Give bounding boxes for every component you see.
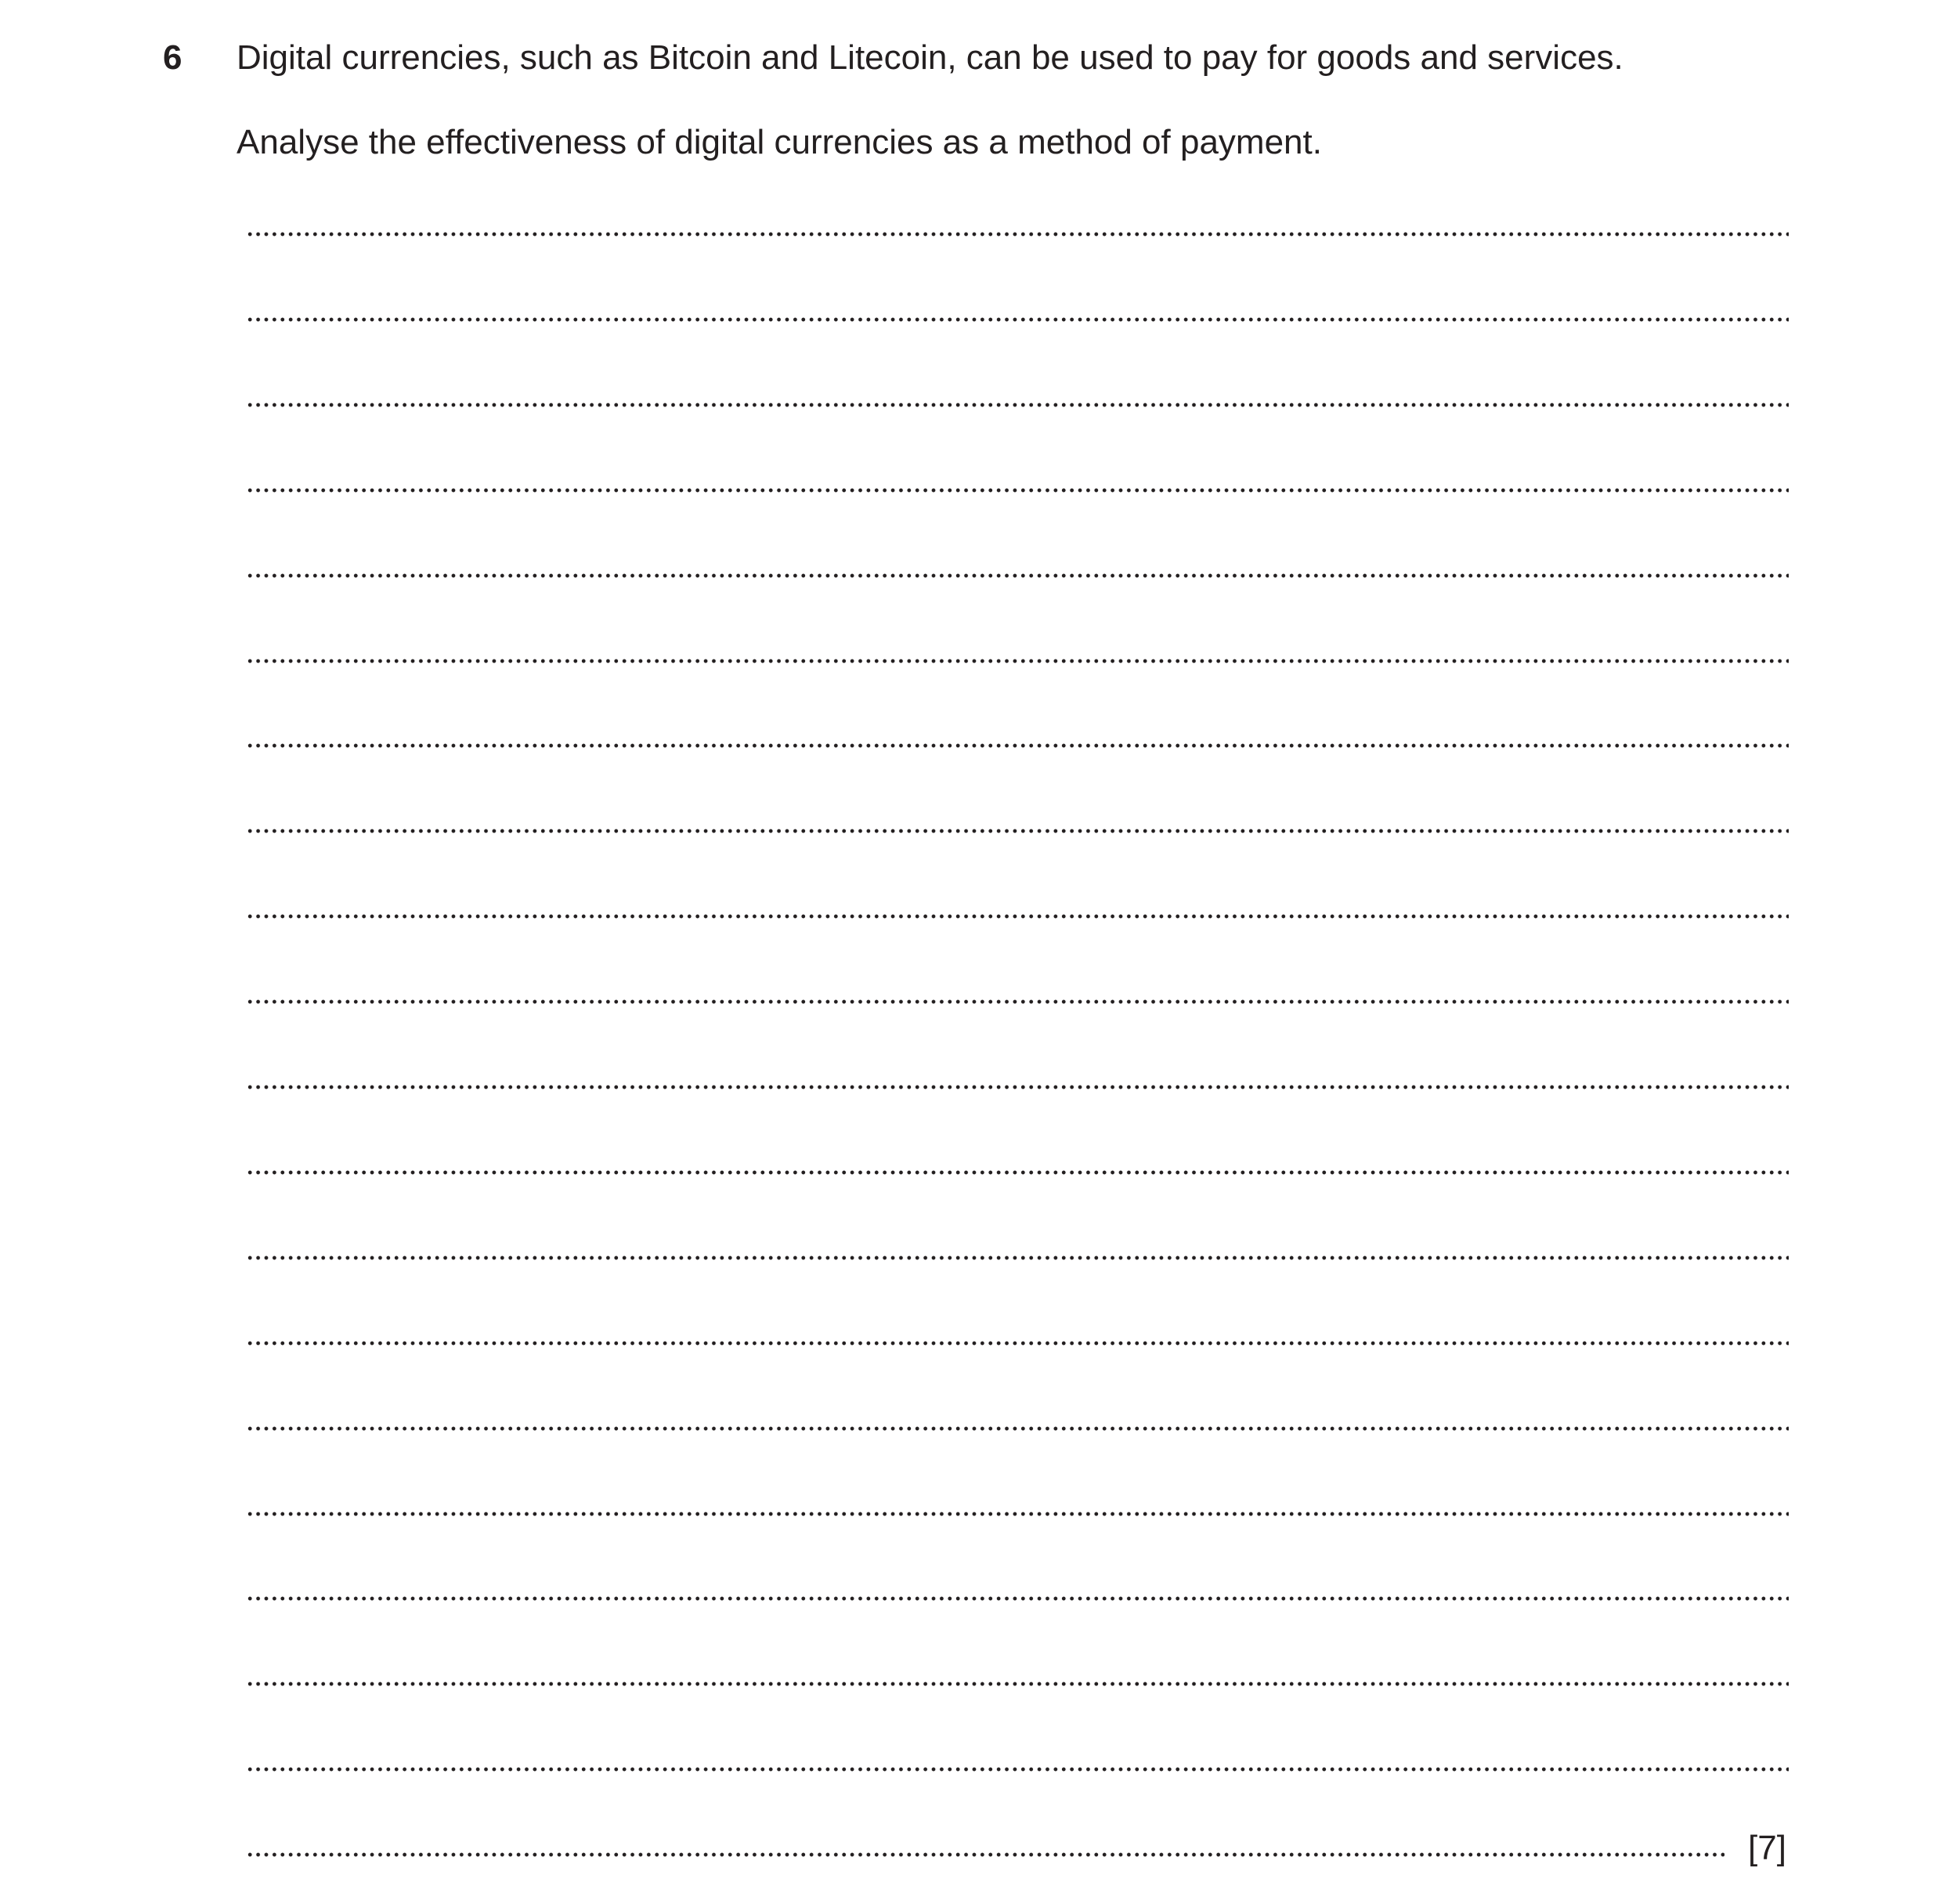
answer-line[interactable] — [246, 1170, 1789, 1175]
answer-line[interactable] — [246, 232, 1789, 237]
answer-line[interactable] — [246, 317, 1789, 322]
question-number: 6 — [163, 38, 182, 77]
answer-line[interactable] — [246, 1767, 1789, 1772]
answer-line[interactable] — [246, 1512, 1789, 1516]
answer-line[interactable] — [246, 659, 1789, 663]
question-instruction: Analyse the effectiveness of digital currencies as a method of payment. — [237, 123, 1322, 161]
question-text: Digital currencies, such as Bitcoin and Litecoin, can be used to pay for goods and services. — [237, 38, 1623, 77]
answer-line[interactable] — [246, 1085, 1789, 1089]
answer-line[interactable] — [246, 573, 1789, 578]
answer-line[interactable] — [246, 1596, 1789, 1601]
answer-line[interactable] — [246, 829, 1789, 833]
answer-line[interactable] — [246, 1426, 1789, 1431]
answer-line[interactable] — [246, 999, 1789, 1004]
answer-line[interactable] — [246, 488, 1789, 493]
marks-label: [7] — [1748, 1829, 1786, 1867]
answer-line[interactable] — [246, 1255, 1789, 1260]
answer-line[interactable] — [246, 403, 1789, 407]
answer-line[interactable] — [246, 1682, 1789, 1686]
answer-line[interactable] — [246, 1341, 1789, 1346]
answer-line[interactable] — [246, 743, 1789, 748]
answer-line[interactable] — [246, 914, 1789, 919]
answer-line[interactable] — [246, 1852, 1725, 1857]
